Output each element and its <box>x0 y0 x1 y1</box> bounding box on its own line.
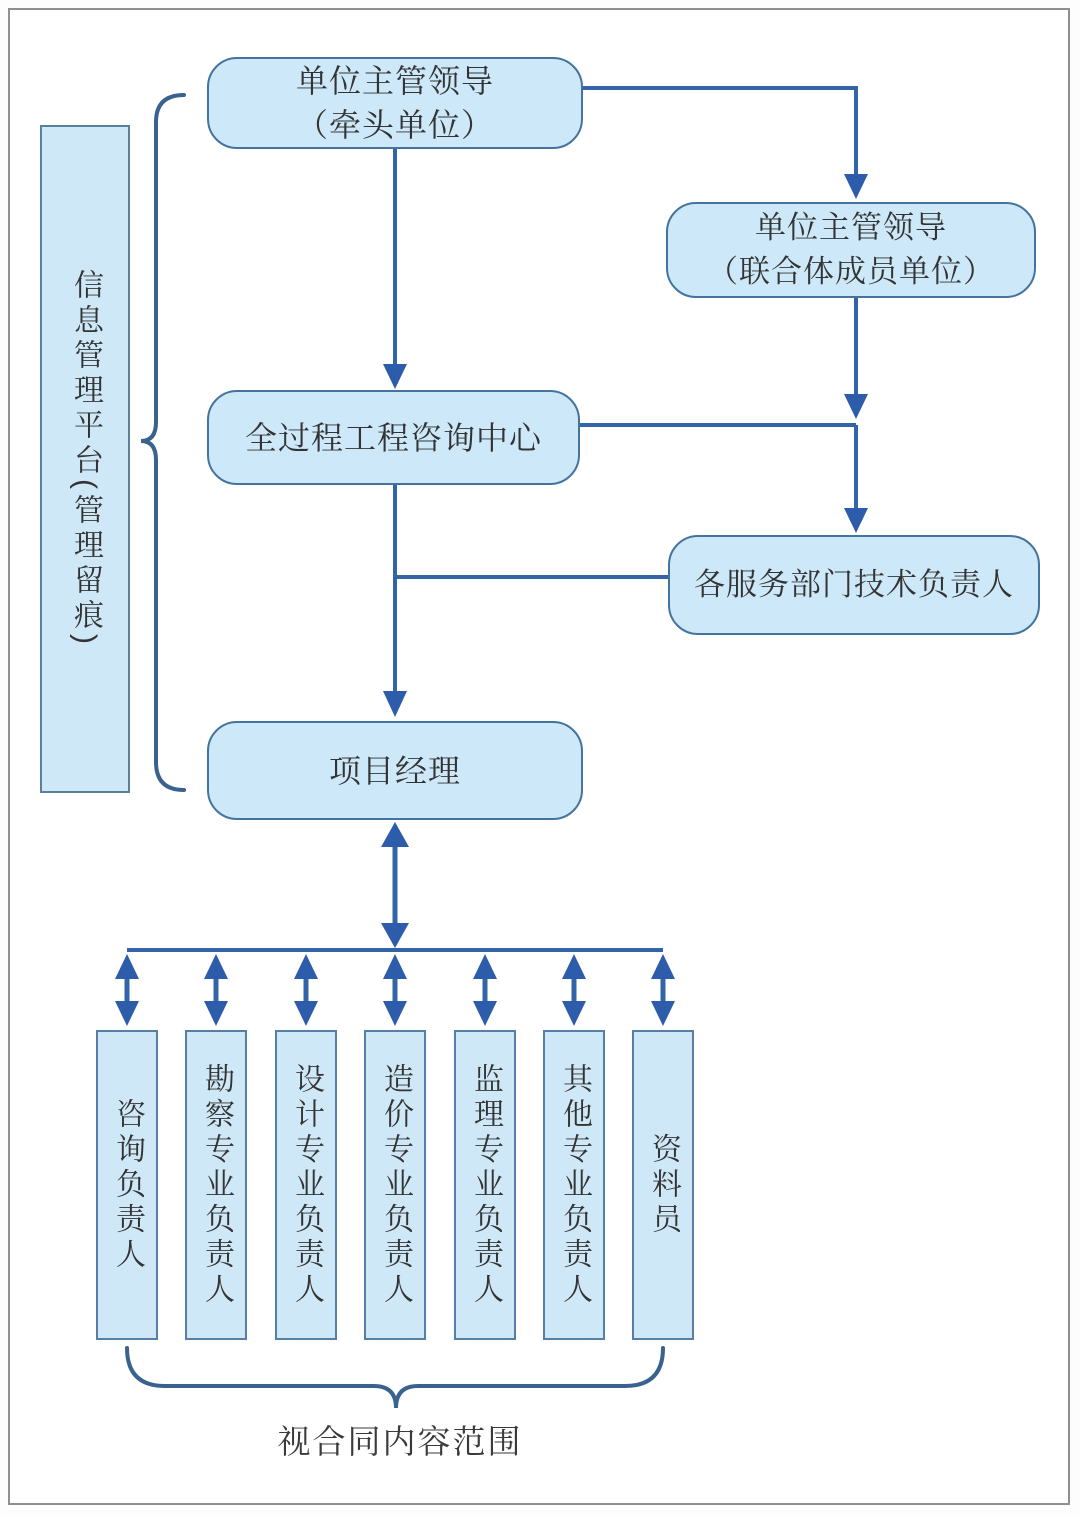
double-arrow-role-3 <box>294 954 318 1026</box>
role-box-survey <box>185 1030 247 1340</box>
node-lead-unit-line2: （牵头单位） <box>295 107 494 143</box>
arrow-leadunit-to-center <box>383 148 407 389</box>
arrow-memberunit-down <box>844 297 868 419</box>
left-brace <box>141 95 184 790</box>
node-lead-unit <box>207 57 583 149</box>
role-label: 资料员 <box>647 1132 680 1238</box>
role-label: 其他专业负责人 <box>558 1062 591 1308</box>
node-consulting-center <box>207 390 580 485</box>
arrow-center-to-pm <box>383 485 407 717</box>
role-box-consulting <box>96 1030 158 1340</box>
role-label: 造价专业负责人 <box>379 1062 412 1308</box>
node-project-manager-label: 项目经理 <box>328 752 461 789</box>
node-tech-leads <box>668 535 1040 635</box>
role-label: 咨询负责人 <box>111 1097 144 1273</box>
node-lead-unit-line1: 单位主管领导 <box>295 63 494 99</box>
double-arrow-role-5 <box>473 954 497 1026</box>
role-label: 监理专业负责人 <box>469 1062 502 1308</box>
node-member-unit <box>666 202 1036 298</box>
node-tech-leads-label: 各服务部门技术负责人 <box>694 567 1014 602</box>
node-member-unit-line1: 单位主管领导 <box>755 210 947 245</box>
node-project-manager <box>207 721 583 820</box>
role-box-cost <box>364 1030 426 1340</box>
double-arrow-role-1 <box>115 954 139 1026</box>
role-box-design <box>275 1030 337 1340</box>
node-consulting-center-label: 全过程工程咨询中心 <box>244 419 542 456</box>
arrow-leadunit-to-memberunit <box>583 88 868 199</box>
role-label: 勘察专业负责人 <box>200 1062 233 1308</box>
double-arrow-pm-team <box>381 822 409 948</box>
footnote: 视合同内容范围 <box>277 1423 523 1460</box>
role-box-other <box>543 1030 605 1340</box>
role-box-supervision <box>454 1030 516 1340</box>
platform-label: 信息管理平台(管理留痕) <box>69 269 102 649</box>
double-arrow-role-2 <box>204 954 228 1026</box>
role-label: 设计专业负责人 <box>290 1062 323 1308</box>
double-arrow-role-7 <box>651 954 675 1026</box>
arrow-center-to-techleads <box>580 425 868 533</box>
double-arrow-role-6 <box>562 954 586 1026</box>
bottom-brace <box>127 1348 663 1408</box>
double-arrow-role-4 <box>383 954 407 1026</box>
node-member-unit-line2: （联合体成员单位） <box>707 254 995 289</box>
platform-box <box>40 125 130 793</box>
role-box-archivist <box>632 1030 694 1340</box>
double-arrows-roles <box>115 954 675 1026</box>
